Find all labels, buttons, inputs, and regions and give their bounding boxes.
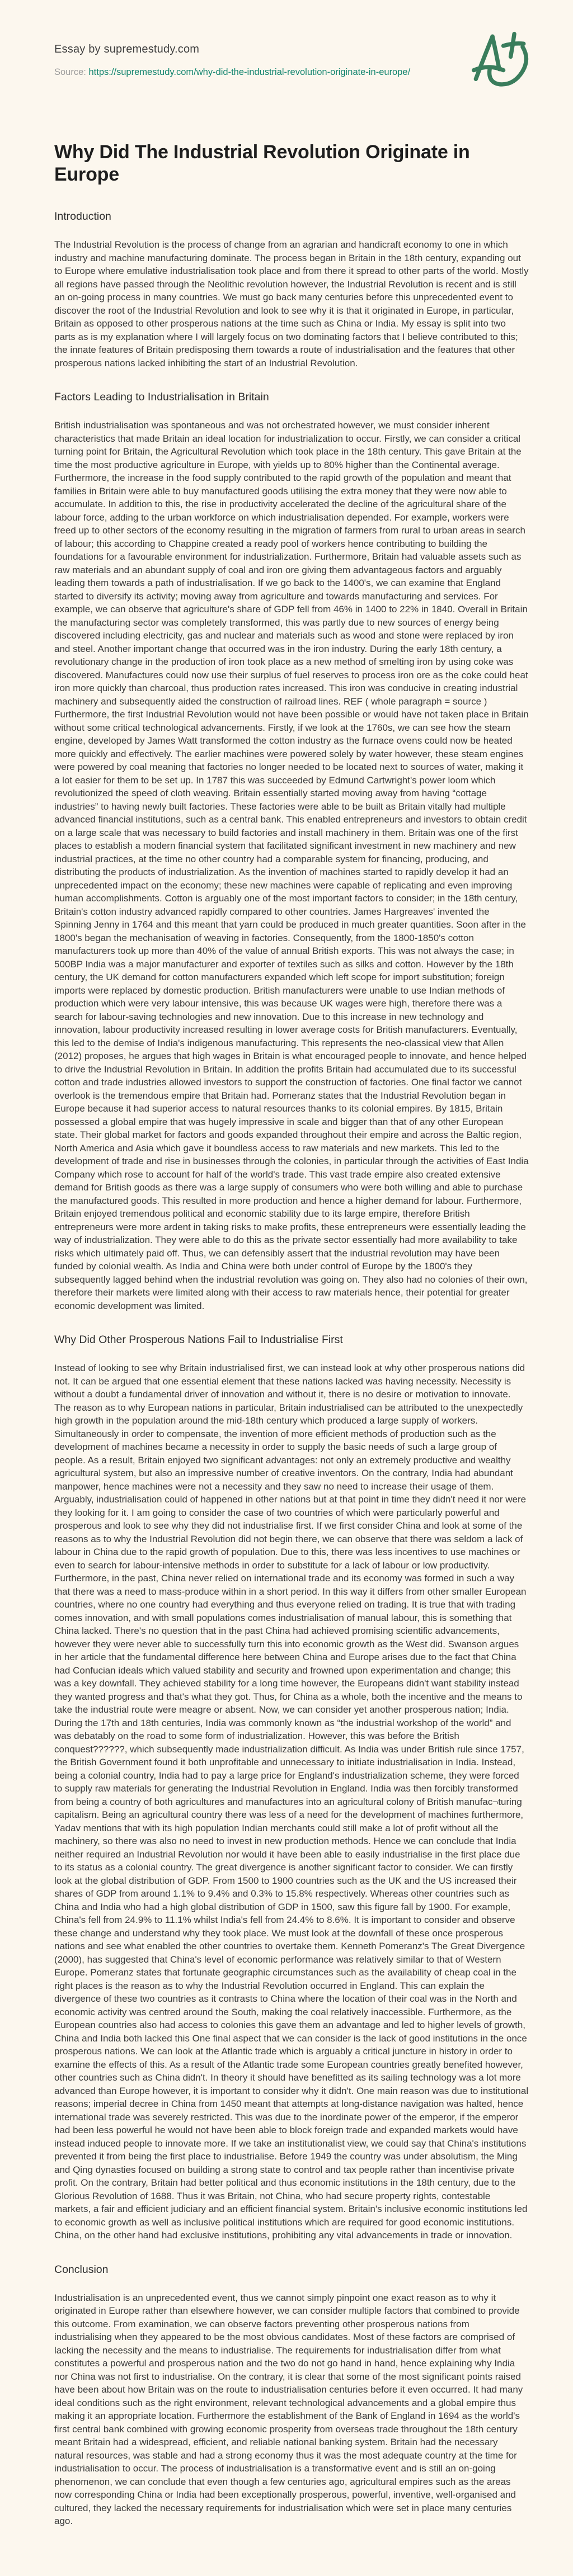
- section-paragraph: The Industrial Revolution is the process of change from an agrarian and handicraft economy to one in which industry and machine manufacturing dominate. The process began in Britain in the 18th century, expanding out to Europe where emulative industrialisation took place and from there it spread to other parts of the world. Mostly all regions have passed through the Neolithic revolution however, the Industrial Revolution is recent and is still an on-going process in many countries. We must go back many centuries before this unprecedented event to discover the root of the Industrial Revolution and look to see why it is that it originated in Europe, in particular, Britain as opposed to other prosperous nations at the time such as China or India. My essay is split into two parts as is my explanation where I will largely focus on two dominating factors that I believe contributed to this; the innate features of Britain predisposing them towards a route of industrialisation and the features that other prosperous nations lacked inhibiting the start of an Industrial Revolution.: [54, 239, 529, 368]
- a-plus-swoosh-logo-icon: [471, 29, 529, 91]
- source-label: Source:: [54, 67, 86, 77]
- source-link[interactable]: https://supremestudy.com/why-did-the-industrial-revolution-originate-in-europe/: [88, 67, 411, 77]
- section-paragraph: British industrialisation was spontaneous and was not orchestrated however, we must consider inherent characteristics that made Britain an ideal location for industrialization to occur. Firstly, we can consider a critical turning point for Britain, the Agricultural Revolution which took place in the 18th century. This gave Britain at the time the most productive agriculture in Europe, with yields up to 80% higher than the Continental average. Furthermore, the increase in the food supply contributed to the rapid growth of the population and meant that families in Britain were able to buy manufactured goods utilising the extra money that they were now able to accumulate. In addition to this, the rise in productivity accelerated the decline of the agricultural share of the labour force, adding to the urban workforce on which industrialisation depended. For example, workers were freed up to other sectors of the economy resulting in the migration of farmers from rural to urban areas in search of labour; this according to Chappine created a ready pool of workers hence contributing to building the foundations for a favourable environment for industrialization. Furthermore, Britain had valuable assets such as raw materials and an abundant supply of coal and iron ore giving them advantageous factors and arguably leading them towards a path of industrialisation. If we go back to the 1400's, we can examine that England started to diversify its activity; moving away from agriculture and towards manufacturing and services. For example, we can observe that agriculture's share of GDP fell from 46% in 1400 to 22% in 1840. Overall in Britain the manufacturing sector was completely transformed, this was partly due to new sources of energy being discovered including electricity, gas and nuclear and materials such as wood and stone were replaced by iron and steel. Another important change that occurred was in the iron industry. During the early 18th century, a revolutionary change in the production of iron took place as a new method of smelting iron by using coke was discovered. Manufactures could now use their surplus of fuel reserves to process iron ore as the coke could heat iron more quickly than charcoal, thus production rates increased. This iron was conducive in creating industrial machinery and subsequently aided the construction of railroad lines. REF ( whole paragraph = source ) Furthermore, the first Industrial Revolution would not have been possible or would have not taken place in Britain without some critical technological advancements. Firstly, if we look at the 1760s, we can see how the steam engine, developed by James Watt transformed the cotton industry as the furnace ovens could now be heated more quickly and effectively. The earlier machines were powered solely by water however, these steam engines were powered by coal meaning that factories no longer needed to be located next to sources of water, making it a lot easier for them to be set up. In 1787 this was succeeded by Edmund Cartwright's power loom which revolutionized the speed of cloth weaving. Britain essentially started moving away from having “cottage industries” to having newly built factories. These factories were able to be built as Britain vitally had multiple advanced financial institutions, such as a central bank. This enabled entrepreneurs and investors to obtain credit on a large scale that was necessary to build factories and install machinery in them. Britain was one of the first places to establish a modern financial system that facilitated significant investment in new machinery and new industrial practices, at the time no other country had a comparable system for financing, producing, and distributing the products of industrialization. As the invention of machines started to rapidly develop it had an unprecedented impact on the economy; these new machines were capable of replicating and even improving human accomplishments. Cotton is arguably one of the most important factors to consider; in the 18th century, Britain's cotton industry advanced rapidly compared to other countries. James Hargreaves' invented the Spinning Jenny in 1764 and this meant that yarn could be produced in much greater quantities. Soon after in the 1800's began the mechanisation of weaving in factories. Consequently, from the 1800-1850's cotton manufacturers took up more than 40% of the value of annual British exports. This was not always the case; in 500BP India was a major manufacturer and exporter of textiles such as silks and cotton. However by the 18th century, the UK demand for cotton manufacturers expanded which left scope for import substitution; foreign imports were replaced by domestic production. British manufacturers were unable to use Indian methods of production which were very labour intensive, this was because UK wages were high, therefore there was a search for labour-saving technologies and new innovation. Due to this increase in new technology and innovation, labour productivity increased resulting in lower average costs for British manufacturers. Eventually, this led to the demise of India's indigenous manufacturing. This represents the neo-classical view that Allen (2012) proposes, he argues that high wages in Britain is what encouraged people to innovate, and hence helped to drive the Industrial Revolution in Britain. In addition the profits Britain had accumulated due to its successful cotton and trade industries allowed investors to support the construction of factories. One final factor we cannot overlook is the tremendous empire that Britain had. Pomeranz states that the Industrial Revolution began in Europe because it had superior access to natural resources thanks to its colonial empires. By 1815, Britain possessed a global empire that was hugely impressive in scale and bigger than that of any other European state. Their global market for factors and goods expanded throughout their empire and across the Baltic region, North America and Asia which gave it boundless access to raw materials and new markets. This led to the development of trade and rise in businesses through the colonies, in particular through the activities of East India Company which rose to account for half of the world's trade. This vast trade empire also created extensive demand for British goods as there was a large supply of consumers who were both willing and able to purchase the manufactured goods. This resulted in more production and hence a higher demand for labour. Furthermore, Britain enjoyed tremendous political and economic stability due to its large empire, therefore British entrepreneurs were more ardent in taking risks to make profits, these entrepreneurs were essentially leading the way of industrialization. They were able to do this as the private sector essentially had more availability to take risks which ultimately paid off. Thus, we can defensibly assert that the industrial revolution may have been funded by colonial wealth. As India and China were both under control of Europe by the 1800's they subsequently lagged behind when the industrial revolution was going on. They also had no colonies of their own, therefore their markets were limited along with their access to raw materials hence, their potential for greater economic development was limited.: [54, 420, 529, 1311]
- section-paragraph: Industrialisation is an unprecedented event, thus we cannot simply pinpoint one exact reason as to why it originated in Europe rather than elsewhere however, we can consider multiple factors that combined to provide this outcome. From examination, we can observe factors preventing other prosperous nations from industrialising when they appeared to be the most obvious candidates. Most of these factors are comprised of lacking the necessity and the means to industrialise. The requirements for industrialisation differ from what constitutes a powerful and prosperous nation and the two do not go hand in hand, hence explaining why India nor China was not first to industrialise. On the contrary, it is clear that some of the most significant points raised have been about how Britain was on the route to industrialisation centuries before it even occurred. It had many ideal conditions such as the right environment, relevant technological advancements and a global empire thus making it an appropriate location. Furthermore the establishment of the Bank of England in 1694 as the world's first central bank combined with growing economic prosperity from overseas trade throughout the 18th century meant Britain had a widespread, efficient, and reliable national banking system. Britain had the necessary natural resources, was stable and had a strong economy thus it was the most adequate country at the time for industrialisation to occur. The process of industrialisation is a transformative event and is still an on-going phenomenon, we can conclude that even though a few centuries ago, agricultural empires such as the areas now corresponding China or India had been exceptionally prosperous, powerful, inventive, well-organised and cultured, they lacked the necessary requirements for industrialisation which were set in place many centuries ago.: [54, 2292, 523, 2526]
- source-line: [54, 66, 529, 78]
- page-title: Why Did The Industrial Revolution Originate in Europe: [54, 141, 470, 185]
- byline: Essay by supremestudy.com: [54, 43, 200, 55]
- section-heading-factors: Factors Leading to Industrialisation in Britain: [54, 391, 269, 403]
- section-heading-introduction: Introduction: [54, 210, 111, 223]
- section-paragraph: Instead of looking to see why Britain industrialised first, we can instead look at why other prosperous nations did not. It can be argued that one essential element that these nations lacked was having necessity. Necessity is without a doubt a fundamental driver of innovation and without it, there is no desire or motivation to innovate. The reason as to why European nations in particular, Britain industrialised can be attributed to the unexpectedly high growth in the population around the mid-18th century which produced a large supply of workers. Simultaneously in order to compensate, the invention of more efficient methods of production such as the development of machines became a necessity in order to supply the basic needs of such a large group of people. As a result, Britain enjoyed two significant advantages: not only an extremely productive and wealthy agricultural system, but also an impressive number of creative inventors. On the contrary, India had abundant manpower, hence machines were not a necessity and they saw no need to increase their usage of them. Arguably, industrialisation could of happened in other nations but at that point in time they didn't need it nor were they looking for it. I am going to consider the case of two countries of which were particularly powerful and prosperous and look to see why they did not industrialise first. If we first consider China and look at some of the reasons as to why the Industrial Revolution did not begin there, we can observe that there was seldom a lack of labour in China due to the rapid growth of population. Due to this, there was less incentives to use machines or even to search for labour-intensive methods in order to substitute for a lack of labour or low productivity. Furthermore, in the past, China never relied on international trade and its economy was formed in such a way that there was a need to mass-produce within in a short period. In this way it differs from other smaller European countries, where no one country had everything and thus everyone relied on trading. It is true that with trading comes innovation, and with small populations comes industrialisation of manual labour, this is something that China lacked. There's no question that in the past China had achieved promising scientific advancements, however they were never able to successfully turn this into economic growth as the West did. Swanson argues in her article that the fundamental difference here between China and Europe arises due to the fact that China had Confucian ideals which valued stability and security and frowned upon experimentation and change; this was a key downfall. They achieved stability for a long time however, the Europeans didn't want stability instead they wanted progress and that's what they got. Thus, for China as a whole, both the incentive and the means to take the industrial route were meagre or absent. Now, we can consider yet another prosperous nation; India. During the 17th and 18th centuries, India was commonly known as “the industrial workshop of the world” and was debatably on the road to some form of industrialization. However, this was before the British conquest??????, which subsequently made industrialization difficult. As India was under British rule since 1757, the British Government found it both unprofitable and unnecessary to initiate industrialisation in India. Instead, being a colonial country, India had to pay a large price for England's industrialization scheme, they were forced to supply raw materials for generating the Industrial Revolution in England. India was then forcibly transformed from being a country of both agricultures and manufactures into an agricultural colony of British manufac¬turing capitalism. Being an agricultural country there was less of a need for the development of machines furthermore, Yadav mentions that with its high population Indian merchants could still make a lot of profit without all the machinery, so there was also no need to invest in new production methods. Hence we can conclude that India neither required an Industrial Revolution nor would it have been able to easily industrialise in the first place due to its status as a colonial country. The great divergence is another significant factor to consider. We can firstly look at the global distribution of GDP. From 1500 to 1900 countries such as the UK and the US increased their shares of GDP from around 1.1% to 9.4% and 0.3% to 15.8% respectively. Whereas other countries such as China and India who had a high global distribution of GDP in 1500, saw this figure fall by 1900. For example, China's fell from 24.9% to 11.1% whilst India's fell from 24.4% to 8.6%. It is important to consider and observe these change and understand why they took place. We must look at the downfall of these once prosperous nations and see what enabled the other countries to overtake them. Kenneth Pomeranz's The Great Divergence (2000), has suggested that China's level of economic performance was relatively similar to that of Western Europe. Pomeranz states that fortunate geographic circumstances such as the availability of cheap coal in the right places is the reason as to why the Industrial Revolution occurred in England. This can explain the divergence of these two countries as it contrasts to China where the location of their coal was in the North and economic activity was centred around the South, making the coal relatively inaccessible. Furthermore, as the European countries also had access to colonies this gave them an advantage and led to higher levels of growth, China and India both lacked this One final aspect that we can consider is the lack of good institutions in the once prosperous nations. We can look at the Atlantic trade which is arguably a critical juncture in history in order to examine the effects of this. As a result of the Atlantic trade some European countries greatly benefited however, other countries such as China didn't. In theory it should have benefitted as its sailing technology was a lot more advanced than Europe however, it is important to consider why it didn't. One main reason was due to institutional reasons; imperial decree in China from 1450 meant that attempts at long-distance navigation was halted, hence international trade was severely restricted. This was due to the inordinate power of the emperor, if the emperor had been less powerful he would not have been able to block foreign trade and expanded markets would have instead induced people to innovate more. If we take an institutionalist view, we could say that China's institutions prevented it from being the first place to industrialise. Before 1949 the country was under absolutism, the Ming and Qing dynasties focused on building a strong state to control and tax people rather than incentivise private profit. On the contrary, Britain had better political and thus economic institutions in the 18th century, due to the Glorious Revolution of 1688. Thus it was Britain, not China, who had secure property rights, contestable markets, a fair and efficient judiciary and an efficient financial system. Britain's inclusive economic institutions led to economic growth as well as inclusive political institutions which are required for good economic institutions. China, on the other hand had exclusive institutions, prohibiting any vital advancements in trade or innovation.: [54, 1363, 529, 2241]
- section-heading-conclusion: Conclusion: [54, 2263, 109, 2276]
- section-heading-other-nations: Why Did Other Prosperous Nations Fail to Industrialise First: [54, 1334, 343, 1346]
